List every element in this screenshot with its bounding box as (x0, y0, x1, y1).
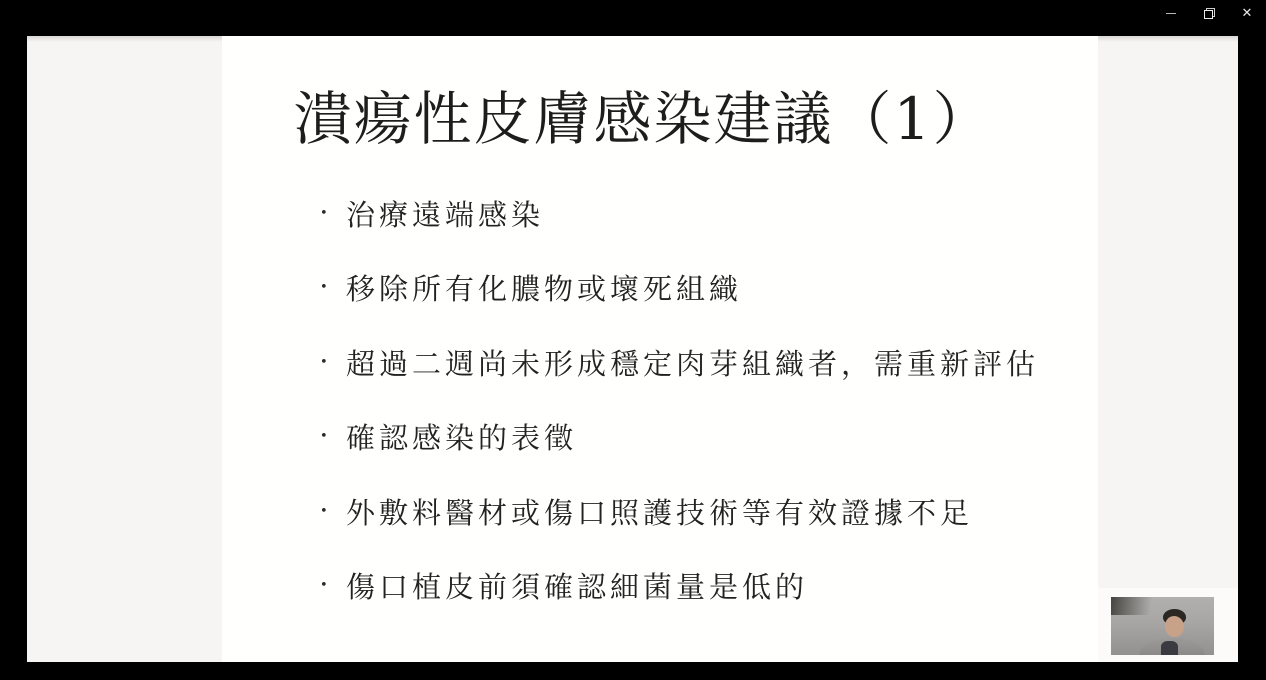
presenter-face (1165, 616, 1184, 637)
bullet-icon: • (320, 205, 328, 221)
bullet-icon: • (320, 578, 328, 594)
maximize-restore-button[interactable] (1190, 0, 1228, 26)
bullet-item (320, 549, 1039, 624)
presentation-slide (222, 36, 1098, 662)
bullet-icon: • (320, 354, 328, 370)
minimize-button[interactable] (1152, 0, 1190, 26)
restore-icon (1204, 8, 1215, 19)
bullet-item (320, 474, 1039, 549)
bullet-item (320, 325, 1039, 400)
webcam-overlay[interactable] (1098, 588, 1238, 662)
webcam-corner-shadow (1111, 597, 1157, 615)
restore-icon-front-square (1204, 10, 1213, 19)
close-icon: ✕ (1241, 5, 1253, 21)
webcam-video (1111, 597, 1214, 655)
bullet-text: 超過二週尚未形成穩定肉芽組織者，需重新評估 (346, 346, 1040, 381)
bullet-icon: • (320, 503, 328, 519)
bullet-icon: • (320, 429, 328, 445)
bullet-item (320, 176, 1039, 251)
bullet-text: 傷口植皮前須確認細菌量是低的 (346, 570, 809, 605)
close-button[interactable] (1228, 0, 1266, 26)
minimize-icon (1166, 13, 1176, 14)
slide-title: 潰瘍性皮膚感染建議（1） (293, 85, 993, 153)
bullet-item (320, 400, 1039, 475)
window-controls (1152, 0, 1266, 26)
bullet-icon: • (320, 280, 328, 296)
bullet-text: 治療遠端感染 (346, 197, 545, 232)
bullet-text: 外敷料醫材或傷口照護技術等有效證據不足 (346, 495, 974, 530)
bullet-text: 確認感染的表徵 (346, 421, 578, 456)
screenshare-area (27, 36, 1238, 662)
presenter-vest (1161, 641, 1178, 655)
bullet-list (320, 176, 1039, 623)
bullet-text: 移除所有化膿物或壞死組織 (346, 272, 743, 307)
window-titlebar (0, 0, 1266, 36)
bullet-item (320, 251, 1039, 326)
